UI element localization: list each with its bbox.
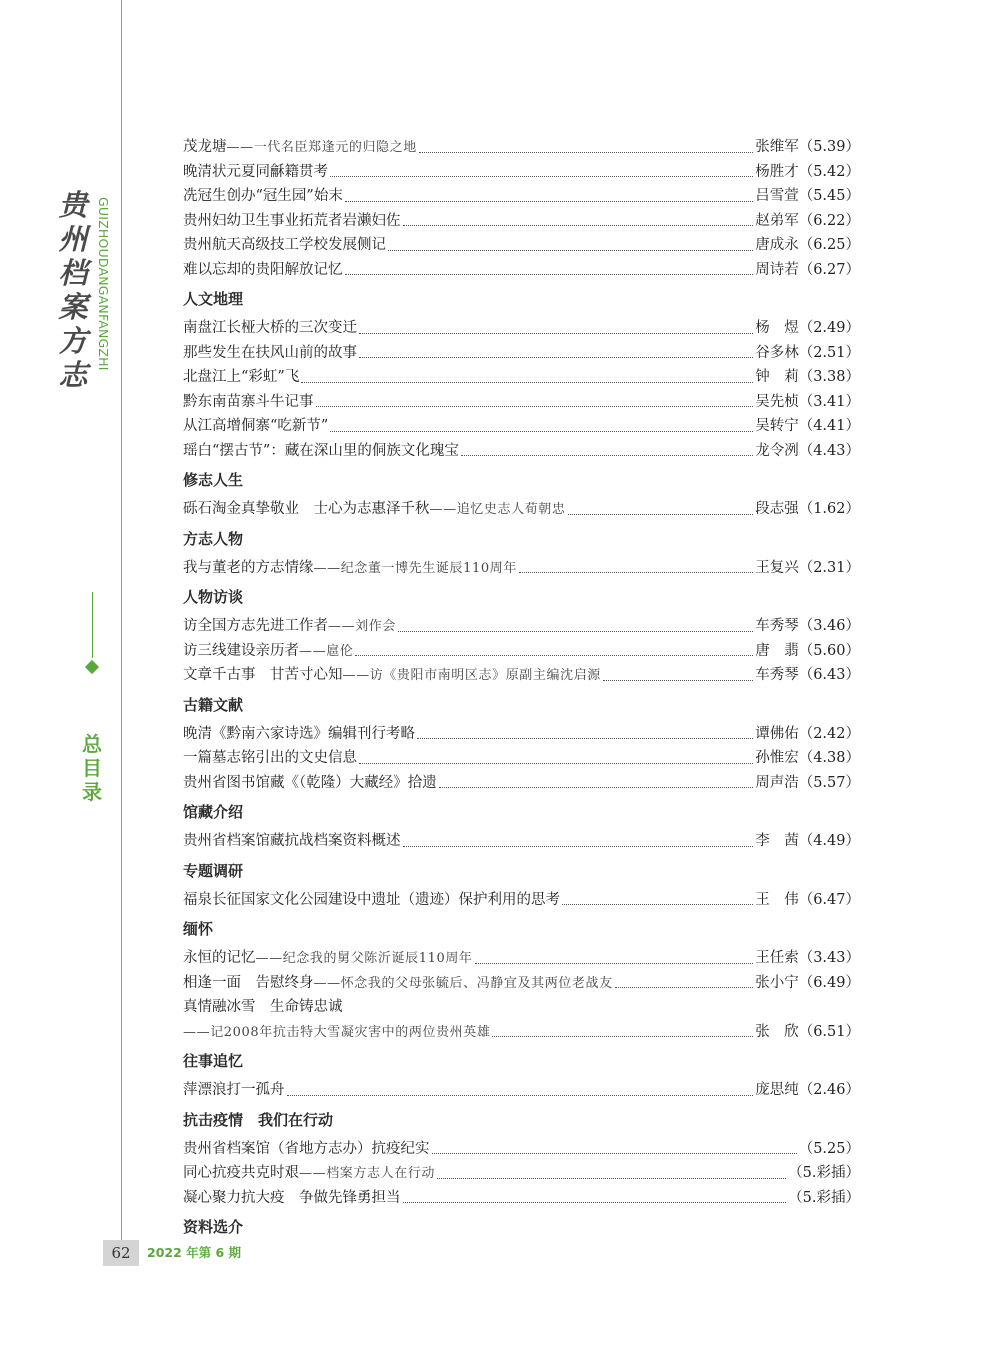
toc-entry-title xyxy=(183,1161,435,1187)
toc-entry-author-ref xyxy=(755,233,860,258)
dot-leader xyxy=(345,200,753,202)
toc-entry-issue-page: （6.22） xyxy=(798,212,860,229)
toc-entry-author-ref xyxy=(755,258,860,283)
brand-pinyin-title: GUIZHOUDANGANFANGZHI xyxy=(96,197,111,371)
toc-entry-author: 段志强 xyxy=(755,501,799,517)
toc-entry-title xyxy=(183,316,357,341)
toc-entry-author-ref xyxy=(755,497,860,522)
toc-entry-author-ref xyxy=(755,1020,860,1045)
toc-entry-main-title: 黔东南苗寨斗牛记事 xyxy=(183,393,314,410)
toc-entry[interactable] xyxy=(183,160,860,185)
toc-entry-author-ref xyxy=(755,746,860,771)
toc-entry-issue-page: （4.38） xyxy=(798,750,860,766)
toc-category-heading: 人文地理 xyxy=(183,290,244,308)
toc-entry-issue-page: （2.49） xyxy=(798,320,860,336)
toc-entry-author-ref xyxy=(755,829,860,854)
toc-entry-issue-page: （3.38） xyxy=(798,369,860,385)
toc-entry-main-title: 相逢一面 告慰终身 xyxy=(183,974,314,991)
toc-entry[interactable] xyxy=(183,556,860,581)
toc-entry-subtitle: ——扈伦 xyxy=(299,643,354,659)
toc-entry[interactable] xyxy=(183,209,860,234)
dot-leader xyxy=(403,224,754,226)
toc-entry-issue-page: （6.47） xyxy=(798,891,860,908)
dot-leader xyxy=(439,786,753,788)
toc-entry-issue-page: （5.42） xyxy=(798,163,860,180)
toc-entry[interactable] xyxy=(183,639,860,664)
toc-category-heading: 抗击疫情 我们在行动 xyxy=(183,1110,334,1129)
dot-leader xyxy=(359,762,753,764)
toc-category-heading: 资料选介 xyxy=(183,1218,244,1236)
toc-entry[interactable] xyxy=(183,184,860,209)
toc-entry-issue-page: （6.25） xyxy=(798,237,860,253)
dot-leader xyxy=(359,356,753,358)
brand-calligraphy-title: 贵州档案方志 xyxy=(58,188,88,392)
toc-entry-author-ref xyxy=(755,439,860,464)
dot-leader xyxy=(519,571,753,573)
toc-entry[interactable] xyxy=(183,1186,860,1211)
toc-entry-author: 谷多林 xyxy=(755,344,799,361)
toc-entry-title xyxy=(183,160,328,185)
dot-leader xyxy=(316,405,754,407)
toc-entry-issue-page: （6.27） xyxy=(798,261,860,278)
toc-entry-issue-page: （6.49） xyxy=(798,974,860,991)
toc-entry-title xyxy=(183,556,517,582)
toc-entry-issue-page: （5.39） xyxy=(798,139,860,155)
dot-leader xyxy=(345,273,754,275)
toc-entry-main-title: 福泉长征国家文化公园建设中遗址（遗迹）保护利用的思考 xyxy=(183,891,560,908)
toc-entry-main-title: 晚清《黔南六家诗选》编辑刊行考略 xyxy=(183,725,415,742)
toc-entry-issue-page: （2.42） xyxy=(798,725,860,742)
toc-entry-author: 杨胜才 xyxy=(755,163,799,180)
toc-entry-main-title: 永恒的记忆 xyxy=(183,950,256,966)
toc-entry-main-title: 茂龙塘 xyxy=(183,139,227,155)
toc-entry-main-title: 访全国方志先进工作者 xyxy=(183,618,328,634)
dot-leader xyxy=(562,903,753,905)
toc-entry-subtitle: ——纪念董一博先生诞辰110周年 xyxy=(313,560,517,576)
toc-entry-title xyxy=(183,258,343,283)
toc-category-heading: 专题调研 xyxy=(183,861,244,880)
toc-entry[interactable] xyxy=(183,497,860,522)
toc-entry[interactable] xyxy=(183,439,860,464)
toc-entry-title xyxy=(183,639,353,665)
toc-entry[interactable] xyxy=(183,614,860,639)
toc-entry-issue-page: （5.60） xyxy=(798,642,860,659)
toc-entry-issue-page: （3.41） xyxy=(798,393,860,410)
toc-entry[interactable] xyxy=(183,1078,860,1103)
toc-entry-author: 孙惟宏 xyxy=(755,750,799,766)
dot-leader xyxy=(355,654,753,656)
toc-entry-title xyxy=(183,209,401,234)
toc-entry-author-ref xyxy=(755,414,860,439)
toc-entry-issue-page: （6.43） xyxy=(798,667,860,683)
toc-entry-subtitle: ——一代名臣郑逢元的归隐之地 xyxy=(226,140,417,155)
toc-entry[interactable] xyxy=(183,771,860,796)
toc-entry-issue-page: （5.57） xyxy=(798,774,860,791)
toc-category-heading: 古籍文献 xyxy=(183,695,244,714)
toc-entry[interactable] xyxy=(183,414,860,439)
toc-entry-author-ref xyxy=(755,722,860,747)
toc-entry[interactable] xyxy=(183,995,860,1020)
dot-leader xyxy=(417,737,753,739)
dot-leader xyxy=(419,151,753,153)
toc-entry-author: 张 欣 xyxy=(755,1023,799,1040)
toc-category-heading: 往事追忆 xyxy=(183,1052,244,1070)
toc-entry-author-ref xyxy=(755,209,860,234)
toc-entry[interactable] xyxy=(183,663,860,688)
toc-entry-author-ref xyxy=(755,639,860,664)
toc-entry-title xyxy=(183,1137,430,1162)
toc-entry-title xyxy=(183,829,401,854)
toc-entry-title xyxy=(183,184,343,209)
toc-entry-main-title: 一篇墓志铭引出的文史信息 xyxy=(183,750,357,766)
page-number: 62 xyxy=(103,1240,139,1266)
toc-entry-title xyxy=(183,497,566,523)
toc-entry[interactable] xyxy=(183,1137,860,1162)
toc-entry-author-ref xyxy=(755,971,860,996)
toc-entry[interactable] xyxy=(183,746,860,771)
dot-leader xyxy=(388,249,753,251)
dot-leader xyxy=(403,1201,787,1203)
toc-entry[interactable] xyxy=(183,829,860,854)
toc-entry-author: 王任索 xyxy=(755,950,799,966)
issue-label: 2022 年第 6 期 xyxy=(147,1245,242,1260)
dot-leader xyxy=(437,1177,786,1179)
toc-category-heading: 馆藏介绍 xyxy=(183,803,244,821)
toc-entry-title xyxy=(183,341,357,366)
dot-leader xyxy=(287,1094,754,1096)
toc-entry-issue-page: （4.43） xyxy=(798,442,860,459)
toc-entry-issue-page: （6.51） xyxy=(798,1023,860,1040)
dot-leader xyxy=(359,332,753,334)
toc-entry-title xyxy=(183,1186,401,1211)
toc-entry-title xyxy=(183,995,343,1020)
toc-entry-issue-page: （2.51） xyxy=(798,344,860,361)
toc-entry[interactable] xyxy=(183,1020,860,1045)
toc-entry-author: 李 茜 xyxy=(755,833,799,849)
toc-entry[interactable] xyxy=(183,1161,860,1186)
toc-entry-title xyxy=(183,771,437,796)
toc-entry-issue-page: （3.43） xyxy=(798,950,860,966)
toc-entry-author: 王复兴 xyxy=(755,559,799,576)
toc-entry-main-title: 南盘江长桠大桥的三次变迁 xyxy=(183,320,357,336)
toc-entry-main-title: 贵州省档案馆藏抗战档案资料概述 xyxy=(183,833,401,849)
toc-entry-author: 周诗若 xyxy=(755,261,799,278)
toc-entry-main-title: 凝心聚力抗大疫 争做先锋勇担当 xyxy=(183,1189,401,1206)
toc-entry-issue-page: （2.31） xyxy=(798,559,860,576)
toc-entry-author-ref xyxy=(755,946,860,971)
toc-entry-author: 车秀琴 xyxy=(755,618,799,634)
margin-divider-line xyxy=(121,0,122,1262)
toc-entry-author: 车秀琴 xyxy=(755,667,799,683)
toc-entry-main-title: 贵州妇幼卫生事业拓荒者岩濑妇佐 xyxy=(183,212,401,229)
dot-leader xyxy=(615,986,754,988)
toc-entry-subtitle: ——怀念我的父母张毓后、冯静宜及其两位老战友 xyxy=(313,975,613,991)
toc-entry[interactable] xyxy=(183,888,860,913)
toc-entry-main-title: 砾石淘金真挚敬业 士心为志惠泽千秋 xyxy=(183,501,430,517)
table-of-contents xyxy=(183,135,860,1244)
toc-entry-author: 唐 翡 xyxy=(755,642,799,659)
toc-entry-author-ref xyxy=(755,1078,860,1103)
toc-entry[interactable] xyxy=(183,233,860,258)
toc-entry-subtitle: ——纪念我的舅父陈沂诞辰110周年 xyxy=(255,951,473,966)
toc-entry-author-ref xyxy=(755,390,860,415)
toc-entry-author-ref xyxy=(755,316,860,341)
toc-entry-author: 王 伟 xyxy=(755,891,799,908)
toc-entry-issue-page: （4.49） xyxy=(798,833,860,849)
toc-entry-author: 钟 莉 xyxy=(755,369,799,385)
toc-entry[interactable] xyxy=(183,390,860,415)
toc-entry-author-ref xyxy=(755,160,860,185)
toc-category-heading: 修志人生 xyxy=(183,471,244,489)
toc-entry-main-title: 从江高增侗寨“吃新节” xyxy=(183,418,329,434)
dot-leader xyxy=(492,1035,753,1037)
toc-category-heading: 方志人物 xyxy=(183,529,244,548)
toc-entry-main-title: 我与董老的方志情缘 xyxy=(183,559,314,576)
toc-entry-issue-page: （5.25） xyxy=(798,1140,860,1157)
toc-entry-title xyxy=(183,663,601,689)
toc-entry[interactable] xyxy=(183,341,860,366)
toc-entry-author: 杨 煜 xyxy=(755,320,799,336)
toc-entry-main-title: 贵州航天高级技工学校发展侧记 xyxy=(183,237,386,253)
toc-entry[interactable] xyxy=(183,946,860,971)
dot-leader xyxy=(398,630,753,632)
toc-entry[interactable] xyxy=(183,316,860,341)
toc-entry-author: 赵弟军 xyxy=(755,212,799,229)
toc-entry-author-ref xyxy=(755,184,860,209)
toc-entry-author: 周声浩 xyxy=(755,774,799,791)
toc-entry-author-ref xyxy=(755,614,860,639)
toc-entry-main-title: 贵州省图书馆藏《（乾隆）大藏经》拾遗 xyxy=(183,774,437,791)
toc-entry-main-title: 真情融冰雪 生命铸忠诚 xyxy=(183,999,343,1015)
dot-leader xyxy=(330,430,753,432)
toc-entry-title xyxy=(183,414,328,439)
toc-entry-author: 张维军 xyxy=(755,139,799,155)
toc-entry-author: 吕雪萱 xyxy=(755,188,799,204)
toc-entry-author-ref xyxy=(788,1186,860,1211)
toc-entry-issue-page: （4.41） xyxy=(798,418,860,434)
toc-entry-author: 唐成永 xyxy=(755,237,799,253)
dot-leader xyxy=(301,381,753,383)
toc-entry-author: 龙令冽 xyxy=(755,442,799,459)
section-title: 总目录 xyxy=(82,732,102,804)
dot-leader xyxy=(432,1152,797,1154)
toc-entry-subtitle: ——访《贵阳市南明区志》原副主编沈启源 xyxy=(342,668,601,683)
toc-entry-title xyxy=(183,390,314,415)
toc-entry-main-title: 难以忘却的贵阳解放记忆 xyxy=(183,261,343,278)
toc-entry-author: 吴先桢 xyxy=(755,393,799,410)
toc-entry[interactable] xyxy=(183,135,860,160)
toc-entry-main-title: 萍漂浪打一孤舟 xyxy=(183,1082,285,1098)
toc-entry-title xyxy=(183,1078,285,1103)
dot-leader xyxy=(330,175,753,177)
toc-entry[interactable] xyxy=(183,365,860,390)
toc-entry-author-ref xyxy=(755,135,860,160)
toc-entry-author-ref xyxy=(755,365,860,390)
toc-entry-subtitle: ——档案方志人在行动 xyxy=(299,1166,436,1181)
toc-entry-main-title: 北盘江上“彩虹”飞 xyxy=(183,369,300,385)
dot-leader xyxy=(475,962,754,964)
toc-entry-author-ref xyxy=(755,341,860,366)
toc-entry-issue-page: （1.62） xyxy=(798,501,860,517)
toc-entry-author: 张小宁 xyxy=(755,974,799,991)
toc-entry-main-title: 同心抗疫共克时艰 xyxy=(183,1165,299,1181)
toc-entry-author-ref xyxy=(755,771,860,796)
toc-entry-main-title: 贵州省档案馆（省地方志办）抗疫纪实 xyxy=(183,1140,430,1157)
toc-entry-main-title: 冼冠生创办“冠生园”始末 xyxy=(183,188,343,204)
toc-entry-main-title: 文章千古事 甘苦寸心知 xyxy=(183,667,343,683)
toc-entry-title xyxy=(183,722,415,747)
toc-entry[interactable] xyxy=(183,971,860,996)
toc-entry-title xyxy=(183,135,417,161)
toc-entry-main-title: 晚清状元夏同龢籍贯考 xyxy=(183,163,328,180)
toc-entry-title xyxy=(183,365,299,390)
toc-entry-issue-page: （5.彩插） xyxy=(788,1189,860,1206)
toc-entry-issue-page: （2.46） xyxy=(798,1082,860,1098)
toc-entry-author-ref xyxy=(788,1161,860,1186)
toc-entry-author-ref xyxy=(755,888,860,913)
toc-entry-title xyxy=(183,946,473,972)
green-diamond-icon xyxy=(85,660,99,674)
toc-entry-subtitle: ——追忆史志人荀朝忠 xyxy=(429,502,566,517)
toc-entry-title xyxy=(183,614,396,640)
toc-entry-issue-page: （5.彩插） xyxy=(788,1165,860,1181)
toc-entry-title xyxy=(183,1020,490,1046)
toc-entry-author: 吴转宁 xyxy=(755,418,799,434)
toc-entry-subtitle: ——记2008年抗击特大雪凝灾害中的两位贵州英雄 xyxy=(183,1024,491,1040)
toc-entry-author-ref xyxy=(755,556,860,581)
toc-category-heading: 缅怀 xyxy=(183,920,214,938)
toc-entry[interactable] xyxy=(183,722,860,747)
green-accent-line xyxy=(92,592,93,658)
dot-leader xyxy=(461,454,753,456)
dot-leader xyxy=(403,845,754,847)
toc-entry-issue-page: （5.45） xyxy=(798,188,860,204)
toc-entry-author-ref xyxy=(755,663,860,688)
toc-entry-author-ref xyxy=(799,1137,860,1162)
toc-entry-title xyxy=(183,888,560,913)
toc-entry-title xyxy=(183,971,613,997)
dot-leader xyxy=(603,679,753,681)
toc-category-heading: 人物访谈 xyxy=(183,588,244,606)
toc-entry-author: 庞思纯 xyxy=(755,1082,799,1098)
toc-entry[interactable] xyxy=(183,258,860,283)
toc-entry-main-title: 瑶白“摆古节”：藏在深山里的侗族文化瑰宝 xyxy=(183,442,459,459)
toc-entry-subtitle: ——刘作会 xyxy=(328,619,396,634)
toc-entry-main-title: 访三线建设亲历者 xyxy=(183,642,299,659)
toc-entry-title xyxy=(183,439,459,464)
toc-entry-issue-page: （3.46） xyxy=(798,618,860,634)
toc-entry-title xyxy=(183,746,357,771)
toc-entry-main-title: 那些发生在扶风山前的故事 xyxy=(183,344,357,361)
dot-leader xyxy=(568,513,754,515)
toc-entry-author: 谭佛佑 xyxy=(755,725,799,742)
toc-entry-title xyxy=(183,233,386,258)
